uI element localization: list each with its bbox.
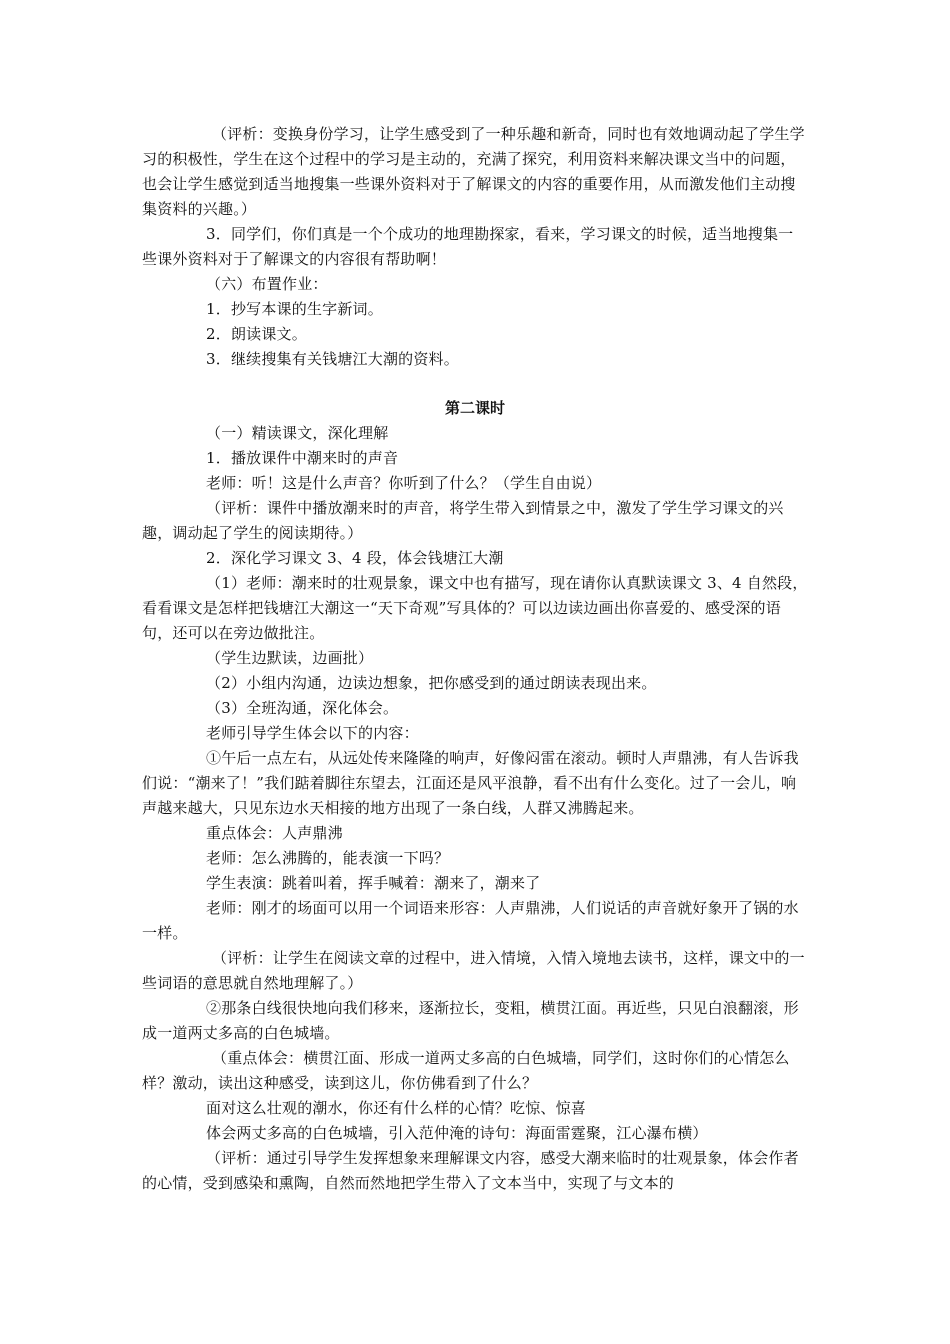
body-paragraph: （2）小组内沟通，边读边想象，把你感受到的通过朗读表现出来。 [206, 674, 657, 692]
homework-item: 3．继续搜集有关钱塘江大潮的资料。 [206, 350, 459, 368]
lesson-title: 第二课时 [444, 399, 505, 417]
quoted-passage: ②那条白线很快地向我们移来，逐渐拉长，变粗，横贯江面。再近些，只见白浪翻滚，形成一道两丈多高的白色城墙。 [142, 999, 799, 1042]
quoted-passage: ①午后一点左右，从远处传来隆隆的响声，好像闷雷在滚动。顿时人声鼎沸，有人告诉我们说：“潮来了！”我们踮着脚往东望去，江面还是风平浪静，看不出有什么变化。过了一会儿，响声越来越大，只见东边水天相接的地方出现了一条白线，人群又沸腾起来。 [142, 749, 799, 817]
body-paragraph: （重点体会：横贯江面、形成一道两丈多高的白色城墙，同学们，这时你们的心情怎么样？激动，读出这种感受，读到这儿，你仿佛看到了什么？ [142, 1049, 790, 1092]
homework-item: 2．朗读课文。 [206, 325, 307, 343]
body-paragraph: 2．深化学习课文 3、4 段，体会钱塘江大潮 [206, 549, 504, 567]
body-paragraph: （3）全班沟通，深化体会。 [206, 699, 399, 717]
commentary-paragraph: （评析：课件中播放潮来时的声音，将学生带入到情景之中，激发了学生学习课文的兴趣，调动起了学生的阅读期待。） [142, 499, 784, 542]
body-paragraph: 重点体会：人声鼎沸 [206, 824, 343, 842]
body-paragraph: （学生边默读，边画批） [206, 649, 374, 667]
body-paragraph: 老师：听！这是什么声音？你听到了什么？（学生自由说） [206, 474, 602, 492]
body-paragraph: 老师引导学生体会以下的内容： [206, 724, 419, 742]
body-paragraph: 体会两丈多高的白色城墙，引入范仲淹的诗句：海面雷霆聚，江心瀑布横） [206, 1124, 708, 1142]
body-paragraph: 面对这么壮观的潮水，你还有什么样的心情？吃惊、惊喜 [206, 1099, 587, 1117]
body-paragraph: 老师：怎么沸腾的，能表演一下吗？ [206, 849, 450, 867]
section-heading: （一）精读课文，深化理解 [206, 424, 389, 442]
section-heading: （六）布置作业： [206, 275, 328, 293]
document-page [142, 122, 808, 1196]
body-paragraph: 老师：刚才的场面可以用一个词语来形容：人声鼎沸，人们说话的声音就好象开了锅的水一样。 [142, 899, 799, 942]
homework-item: 1．抄写本课的生字新词。 [206, 300, 383, 318]
commentary-paragraph: （评析：让学生在阅读文章的过程中，进入情境，入情入境地去读书，这样，课文中的一些词语的意思就自然地理解了。） [142, 949, 805, 992]
body-paragraph: 1．播放课件中潮来时的声音 [206, 449, 399, 467]
commentary-paragraph: （评析：变换身份学习，让学生感受到了一种乐趣和新奇，同时也有效地调动起了学生学习的积极性，学生在这个过程中的学习是主动的，充满了探究，利用资料来解决课文当中的问题，也会让学生感觉到适当地搜集一些课外资料对于了解课文的内容的重要作用，从而激发他们主动搜集资料的兴趣。） [142, 125, 805, 218]
body-paragraph: 学生表演：跳着叫着，挥手喊着：潮来了，潮来了 [206, 874, 541, 892]
commentary-paragraph: （评析：通过引导学生发挥想象来理解课文内容，感受大潮来临时的壮观景象，体会作者的心情，受到感染和熏陶，自然而然地把学生带入了文本当中，实现了与文本的 [142, 1149, 799, 1192]
body-paragraph: （1）老师：潮来时的壮观景象，课文中也有描写，现在请你认真默读课文 3、4 自然段，看看课文是怎样把钱塘江大潮这一“天下奇观”写具体的？可以边读边画出你喜爱的、感受深的语句，还可以在旁边做批注。 [142, 574, 808, 642]
blank-line [142, 372, 808, 396]
body-paragraph: 3．同学们，你们真是一个个成功的地理勘探家，看来，学习课文的时候，适当地搜集一些课外资料对于了解课文的内容很有帮助啊！ [142, 225, 794, 268]
